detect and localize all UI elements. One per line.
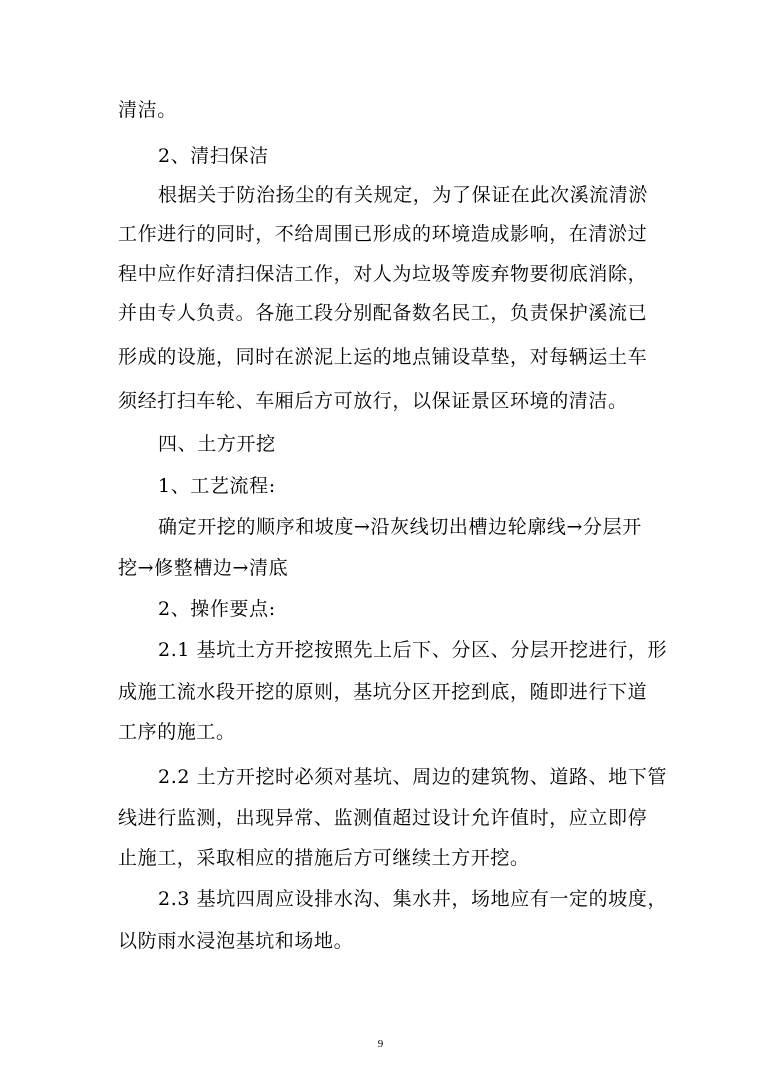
subsection-heading: 2、操作要点: bbox=[158, 598, 276, 620]
section-heading: 2、清扫保洁 bbox=[158, 145, 269, 167]
paragraph-line: 工序的施工。 bbox=[118, 721, 236, 743]
paragraph-line: 工作进行的同时，不给周围已形成的环境造成影响，在清淤过 bbox=[118, 223, 648, 245]
paragraph-line: 以防雨水浸泡基坑和场地。 bbox=[118, 930, 354, 952]
paragraph-line: 根据关于防治扬尘的有关规定，为了保证在此次溪流清淤 bbox=[158, 184, 649, 206]
paragraph-line: 程中应作好清扫保洁工作，对人为垃圾等废弃物要彻底消除， bbox=[118, 263, 648, 285]
paragraph-line: 形成的设施，同时在淤泥上运的地点铺设草垫，对每辆运土车 bbox=[118, 346, 648, 368]
page-number: 9 bbox=[377, 1038, 384, 1050]
paragraph-line: 2.3 基坑四周应设排水沟、集水井，场地应有一定的坡度， bbox=[158, 888, 668, 910]
paragraph-line: 挖→修整槽边→清底 bbox=[118, 557, 289, 579]
paragraph-line: 止施工，采取相应的措施后方可继续土方开挖。 bbox=[118, 847, 530, 869]
paragraph-line: 2.2 土方开挖时必须对基坑、周边的建筑物、道路、地下管 bbox=[158, 766, 668, 788]
subsection-heading: 1、工艺流程: bbox=[158, 475, 276, 497]
paragraph-line: 并由专人负责。各施工段分别配备数名民工，负责保护溪流已 bbox=[118, 302, 648, 324]
paragraph-line: 2.1 基坑土方开挖按照先上后下、分区、分层开挖进行，形 bbox=[158, 639, 668, 661]
text-line: 清洁。 bbox=[118, 99, 177, 121]
section-heading: 四、土方开挖 bbox=[158, 433, 276, 455]
paragraph-line: 确定开挖的顺序和坡度→沿灰线切出槽边轮廓线→分层开 bbox=[158, 516, 642, 538]
paragraph-line: 线进行监测，出现异常、监测值超过设计允许值时，应立即停 bbox=[118, 807, 648, 829]
paragraph-line: 成施工流水段开挖的原则，基坑分区开挖到底，随即进行下道 bbox=[118, 681, 648, 703]
paragraph-line: 须经打扫车轮、车厢后方可放行，以保证景区环境的清洁。 bbox=[118, 390, 628, 412]
